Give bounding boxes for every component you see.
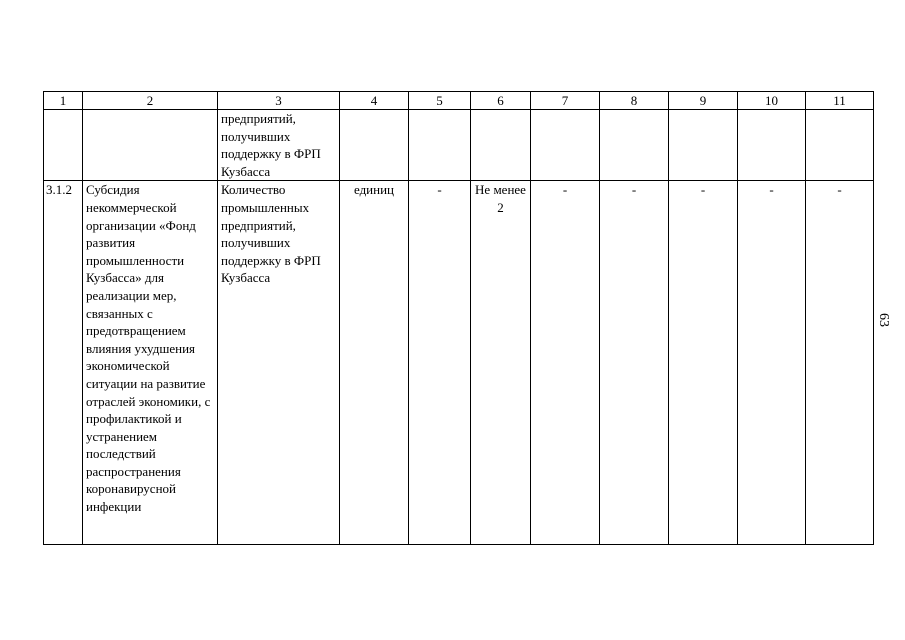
table-row-continuation <box>44 110 874 181</box>
value-cell-col5: - <box>409 181 471 545</box>
column-number-cell: 10 <box>738 92 806 110</box>
column-number-cell: 9 <box>669 92 738 110</box>
column-number-cell: 6 <box>471 92 531 110</box>
table-cell <box>83 110 218 181</box>
table-row-3-1-2 <box>44 181 874 545</box>
table-cell <box>340 110 409 181</box>
value-cell-col6: Не менее 2 <box>471 181 531 545</box>
table-cell <box>409 110 471 181</box>
indicator-name-cell: Количество промышленных предприятий, получивших поддержку в ФРП Кузбасса <box>218 181 340 545</box>
column-number-cell: 7 <box>531 92 600 110</box>
table-cell <box>471 110 531 181</box>
table-cell <box>669 110 738 181</box>
unit-cell: единиц <box>340 181 409 545</box>
column-number-cell: 4 <box>340 92 409 110</box>
value-cell-col9: - <box>669 181 738 545</box>
column-number-cell: 3 <box>218 92 340 110</box>
column-number-cell: 5 <box>409 92 471 110</box>
measure-description-cell: Субсидия некоммерческой организации «Фонд развития промышленности Кузбасса» для реализации мер, связанных с предотвращением влияния ухудшения экономической ситуации на развитие отраслей экономики, с профилактикой и устранением последствий распространения коронавирусной инфекции <box>83 181 218 545</box>
table-cell <box>531 110 600 181</box>
value-cell-col11: - <box>806 181 874 545</box>
column-number-cell: 1 <box>44 92 83 110</box>
page-number: 63 <box>876 313 891 327</box>
column-number-cell: 8 <box>600 92 669 110</box>
column-number-row <box>44 92 874 110</box>
program-table <box>43 91 874 545</box>
row-number-cell: 3.1.2 <box>44 181 83 545</box>
column-number-cell: 2 <box>83 92 218 110</box>
value-cell-col7: - <box>531 181 600 545</box>
column-number-cell: 11 <box>806 92 874 110</box>
table-cell <box>600 110 669 181</box>
value-cell-col8: - <box>600 181 669 545</box>
table-cell <box>738 110 806 181</box>
value-cell-col10: - <box>738 181 806 545</box>
table-cell <box>44 110 83 181</box>
table-cell <box>806 110 874 181</box>
indicator-continuation-cell: предприятий, получивших поддержку в ФРП Кузбасса <box>218 110 340 181</box>
